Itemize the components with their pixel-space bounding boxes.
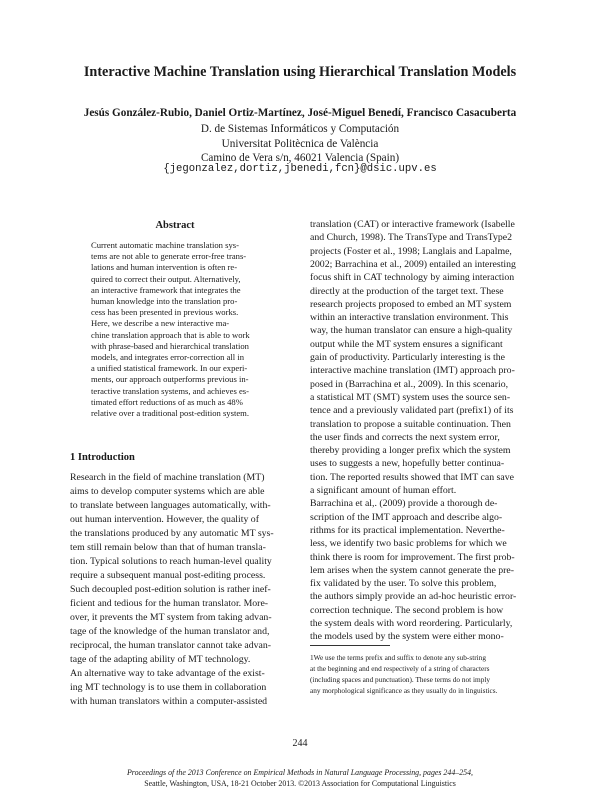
- body-line: aims to develop computer systems which are able: [70, 486, 265, 497]
- body-line: projects (Foster et al., 1998; Langlais and Lapalme,: [310, 245, 512, 257]
- body-line: posed in (Barrachina et al., 2009). In this scenario,: [310, 378, 509, 390]
- page-number: 244: [292, 738, 308, 749]
- abstract-line: quired to correct their output. Alternatively,: [91, 273, 241, 284]
- affiliation-dept: D. de Sistemas Informáticos y Computación: [200, 123, 400, 135]
- body-line: with human translators within a computer-assisted: [70, 696, 268, 707]
- abstract-line: lations and human intervention is often re-: [91, 262, 238, 273]
- abstract-line: models, and integrates error-correction all in: [91, 352, 245, 362]
- body-line: ficient and tedious for the human translator. More-: [70, 598, 269, 609]
- body-line: tage of the adapting ability of MT technology.: [70, 654, 251, 665]
- abstract-line: Current automatic machine translation sys-: [91, 240, 239, 250]
- author-email: {jegonzalez,dortiz,jbenedi,fcn}@dsic.upv.es: [163, 163, 437, 175]
- body-line: lem arises when the system cannot generate the pre-: [310, 564, 515, 576]
- proceedings-line-1: Proceedings of the 2013 Conference on Empirical Methods in Natural Language Processing, pages 244–254,: [126, 768, 474, 777]
- body-line: Barrachina et al,. (2009) provide a thorough de-: [310, 498, 498, 510]
- body-line: out human intervention. However, the quality of: [70, 514, 259, 525]
- body-line: uses to suggests a new, hopefully better continua-: [310, 458, 505, 470]
- body-line: ing MT technology is to use them in collaboration: [70, 682, 267, 693]
- body-line: less, we identify two basic problems for which we: [310, 538, 507, 550]
- body-line: translation (CAT) or interactive framework (Isabelle: [310, 219, 515, 230]
- body-line: the translations produced by any automatic MT sys-: [70, 528, 274, 539]
- abstract-line: with phrase-based and hierarchical translation: [91, 340, 249, 351]
- body-line: directly at the production of the target text. These: [310, 285, 504, 297]
- abstract-line: chine translation approach that is able to work: [91, 329, 250, 340]
- body-line: reciprocal, the human translator cannot take advan-: [70, 640, 272, 651]
- body-line: interactive machine translation (IMT) approach pro-: [310, 365, 515, 377]
- body-line: and Church, 1998). The TransType and TransType2: [310, 232, 512, 244]
- body-line: 2002; Barrachina et al., 2009) entailed an interesting: [310, 258, 516, 270]
- body-line: gain of productivity. Particularly interesting is the: [310, 352, 505, 363]
- body-line: way, the human translator can ensure a high-quality: [310, 325, 513, 337]
- body-line: a statistical MT (SMT) system uses the source sen-: [310, 391, 511, 403]
- body-line: output while the MT system ensures a significant: [310, 338, 503, 350]
- abstract-line: cess has been presented in previous works.: [91, 307, 239, 318]
- affiliation-university: Universitat Politècnica de València: [221, 138, 379, 150]
- footnote-line: at the beginning and end respectively of a string of characters: [310, 664, 490, 673]
- body-line: the system deals with word reordering. Particularly,: [310, 618, 513, 629]
- body-line: to translate between languages automatically, with-: [70, 500, 271, 511]
- body-line: scription of the IMT approach and describe algo-: [310, 511, 503, 523]
- footnote-line: any morphological significance as they usually do in linguistics.: [310, 686, 498, 695]
- body-line: An alternative way to take advantage of the exist-: [70, 668, 265, 679]
- body-line: research projects proposed to embed an MT system: [310, 298, 512, 310]
- body-line: tem still remain below than that of human transla-: [70, 542, 266, 553]
- proceedings-line-2: Seattle, Washington, USA, 18-21 October 2013. ©2013 Association for Computational Linguistics: [144, 779, 456, 788]
- body-line: within an interactive translation environment. This: [310, 312, 509, 324]
- body-line: think there is room for improvement. The first prob-: [310, 551, 515, 563]
- footnote-rule: [310, 645, 390, 646]
- author-list: Jesús González-Rubio, Daniel Ortiz-Martínez, José-Miguel Benedí, Francisco Casacuberta: [83, 107, 517, 119]
- affiliation-address: Camino de Vera s/n, 46021 Valencia (Spain): [200, 152, 400, 164]
- paper-title: Interactive Machine Translation using Hierarchical Translation Models: [83, 64, 517, 80]
- abstract-heading: Abstract: [155, 220, 195, 231]
- body-line: require a subsequent manual post-editing process.: [70, 570, 266, 581]
- body-line: a significant amount of human effort.: [310, 485, 457, 496]
- body-line: tion. Typical solutions to reach human-level quality: [70, 556, 272, 567]
- abstract-line: teractive translation systems, and achieves es-: [91, 385, 249, 396]
- abstract-line: an interactive framework that integrates the: [91, 284, 241, 295]
- abstract-line: Here, we describe a new interactive ma-: [91, 318, 230, 329]
- body-line: correction technique. The second problem is how: [310, 604, 504, 616]
- abstract-line: ments, our approach outperforms previous in-: [91, 374, 249, 385]
- body-line: tage of the knowledge of the human translator and,: [70, 626, 270, 637]
- body-line: rithms for its practical implementation. Neverthe-: [310, 524, 505, 536]
- body-line: focus shift in CAT technology by aiming interaction: [310, 272, 515, 284]
- body-line: tion. The reported results showed that IMT can save: [310, 471, 514, 483]
- body-line: the user finds and corrects the next system error,: [310, 431, 500, 443]
- body-line: fix validated by the user. To solve this problem,: [310, 578, 497, 590]
- abstract-line: a unified statistical framework. In our experi-: [91, 363, 248, 374]
- footnote-line: 1We use the terms prefix and suffix to denote any sub-string: [310, 653, 486, 662]
- footnote-line: (including spaces and punctuation). These terms do not imply: [310, 675, 491, 684]
- body-line: thereby providing a longer prefix which the system: [310, 445, 511, 457]
- body-line: Research in the field of machine translation (MT): [70, 472, 265, 483]
- body-line: Such decoupled post-edition solution is rather inef-: [70, 584, 271, 595]
- section-heading-introduction: 1 Introduction: [70, 452, 135, 463]
- body-line: tence and a previously validated part (prefix1) of its: [310, 405, 514, 417]
- abstract-line: human knowledge into the translation pro-: [91, 296, 238, 306]
- abstract-line: timated effort reductions of as much as 48%: [91, 396, 243, 407]
- body-line: the authors simply provide an ad-hoc heuristic error-: [310, 591, 517, 603]
- body-line: translation to propose a suitable continuation. Then: [310, 418, 511, 430]
- body-line: the models used by the system were either mono-: [310, 631, 504, 643]
- body-line: over, it prevents the MT system from taking advan-: [70, 612, 272, 623]
- abstract-line: relative over a traditional post-edition system.: [91, 408, 249, 418]
- abstract-line: tems are not able to generate error-free trans-: [91, 251, 247, 262]
